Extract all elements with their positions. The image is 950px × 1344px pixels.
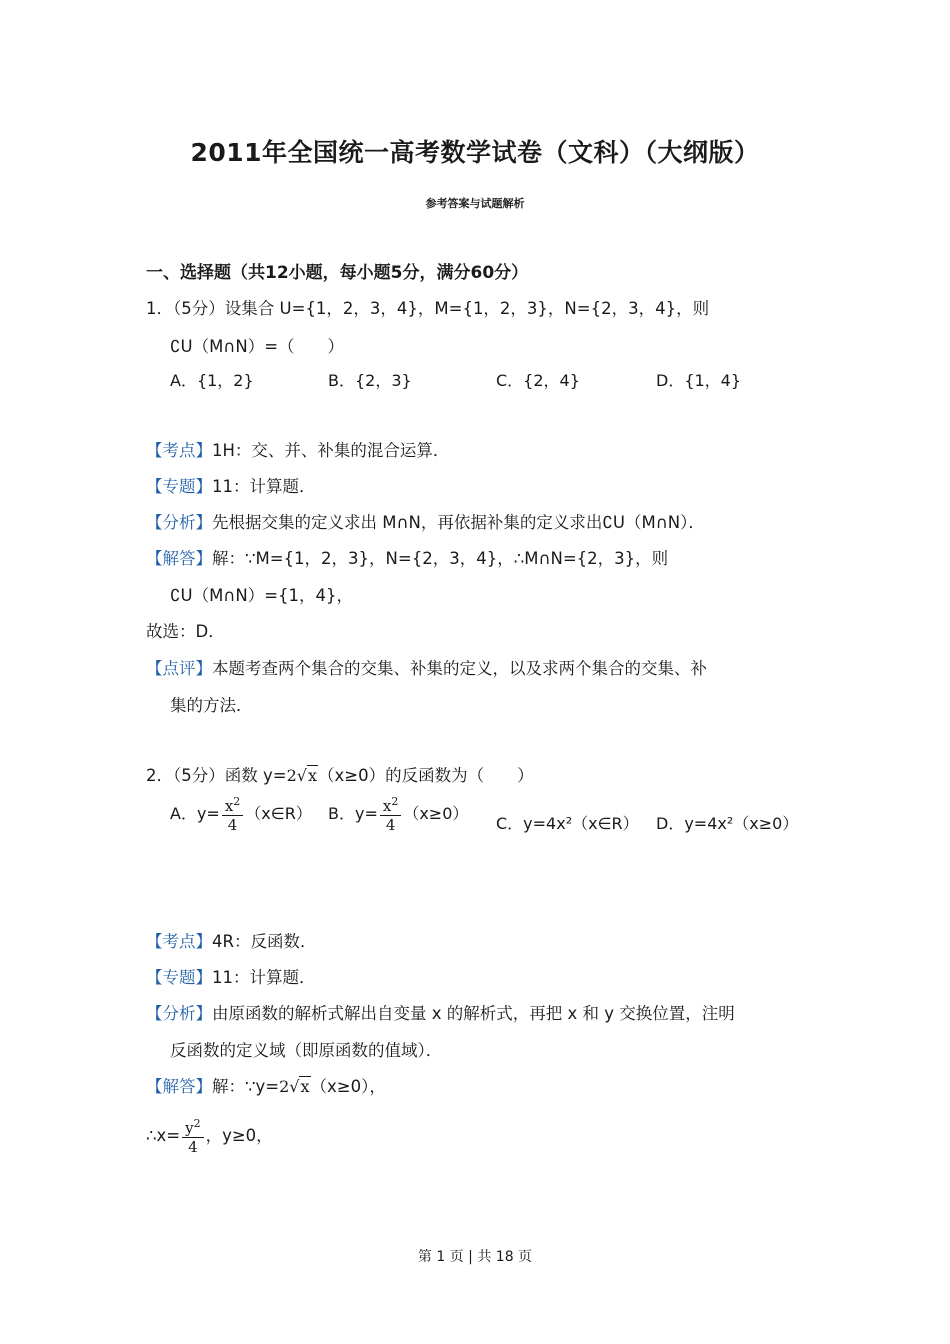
q2-zhuanti: [146, 964, 316, 988]
q2-option-b-num: x: [382, 797, 392, 815]
q2-derivation-post: ，y≥0，: [205, 1126, 273, 1145]
q2-option-b: [328, 796, 468, 833]
q2-option-a-num: x: [224, 797, 234, 815]
q2-stem-post: （x≥0）的反函数为（ ）: [318, 766, 534, 785]
q1-dianping-line2: 集的方法．: [170, 696, 253, 715]
q2-option-a-pre: A．y=: [170, 804, 220, 823]
q1-fenxi-text: 先根据交集的定义求出 M∩N，再依据补集的定义求出∁U（M∩N）．: [212, 513, 705, 532]
q1-jieda-tag: 【解答】: [146, 549, 212, 568]
document-title: 2011年全国统一高考数学试卷（文科）（大纲版）: [190, 138, 760, 167]
q1-kaodian: [146, 437, 449, 461]
q2-jieda-sqrt: 2√x: [279, 1077, 310, 1096]
q2-option-b-fraction: [380, 796, 401, 833]
q2-jieda: [146, 1073, 386, 1097]
q1-dianping-tag: 【点评】: [146, 659, 212, 678]
q2-stem-pre: 2．（5分）函数 y=: [146, 766, 287, 785]
q1-dianping-line1: 本题考查两个集合的交集、补集的定义，以及求两个集合的交集、补: [212, 659, 707, 678]
document-subtitle: 参考答案与试题解析: [425, 197, 525, 210]
q2-fenxi: [146, 1000, 735, 1024]
q2-jieda-sqrt-coef: 2: [279, 1077, 290, 1096]
q2-option-a-exp: 2: [233, 795, 241, 808]
q1-kaodian-tag: 【考点】: [146, 441, 212, 460]
q2-option-c: C．y=4x²（x∈R）: [496, 814, 639, 833]
q2-derivation-den: 4: [188, 1138, 198, 1156]
q1-stem-line2: ∁U（M∩N）=（ ）: [170, 337, 345, 356]
q1-guxuan: 故选：D．: [146, 622, 225, 641]
q1-stem-line1: 1．（5分）设集合 U={1，2，3，4}，M={1，2，3}，N={2，3，4}，则: [146, 299, 710, 318]
q2-jieda-pre: 解：∵y=: [212, 1077, 280, 1096]
q2-option-b-pre: B．y=: [328, 804, 378, 823]
q1-option-b: B．{2，3}: [328, 371, 412, 390]
q1-option-a: A．{1，2}: [170, 371, 254, 390]
q2-jieda-tag: 【解答】: [146, 1077, 212, 1096]
q1-jieda: [146, 545, 668, 569]
q2-derivation-num: y: [185, 1119, 194, 1137]
q2-fenxi-line1: 由原函数的解析式解出自变量 x 的解析式，再把 x 和 y 交换位置，注明: [212, 1004, 735, 1023]
q2-zhuanti-tag: 【专题】: [146, 968, 212, 987]
page-footer: 第 1 页 | 共 18 页: [417, 1249, 533, 1265]
q2-option-a-post: （x∈R）: [245, 804, 312, 823]
q2-derivation: [146, 1118, 273, 1155]
q1-option-d: D．{1，4}: [656, 371, 742, 390]
q2-sqrt-radicand: x: [307, 766, 318, 785]
q2-option-b-den: 4: [385, 816, 396, 834]
q2-kaodian: [146, 928, 316, 952]
q2-derivation-exp: 2: [193, 1117, 201, 1130]
section-heading: 一、选择题（共12小题，每小题5分，满分60分）: [146, 263, 529, 283]
q1-jieda-line1: 解：∵M={1，2，3}，N={2，3，4}，∴M∩N={2，3}，则: [212, 549, 669, 568]
q2-derivation-fraction: [182, 1118, 203, 1155]
q2-option-a-fraction: [222, 796, 243, 833]
q2-fenxi-line2: 反函数的定义域（即原函数的值域）．: [170, 1041, 443, 1060]
q2-kaodian-tag: 【考点】: [146, 932, 212, 951]
q1-dianping: [146, 655, 707, 679]
q2-option-b-post: （x≥0）: [403, 804, 469, 823]
q1-zhuanti-tag: 【专题】: [146, 477, 212, 496]
q2-derivation-pre: ∴x=: [146, 1126, 181, 1145]
q2-option-a-den: 4: [227, 816, 238, 834]
q2-fenxi-tag: 【分析】: [146, 1004, 212, 1023]
q2-option-a: [170, 796, 312, 833]
q2-sqrt-expression: 2√x: [286, 766, 318, 785]
q1-jieda-line2: ∁U（M∩N）={1，4}，: [170, 586, 354, 605]
q2-option-b-exp: 2: [391, 795, 399, 808]
q2-jieda-sqrt-radicand: x: [300, 1077, 310, 1096]
q2-zhuanti-text: 11：计算题．: [212, 968, 316, 987]
q2-option-d: D．y=4x²（x≥0）: [656, 814, 799, 833]
q1-fenxi: [146, 509, 705, 533]
q1-zhuanti: [146, 473, 316, 497]
q1-kaodian-text: 1H：交、并、补集的混合运算．: [212, 441, 450, 460]
q1-zhuanti-text: 11：计算题．: [212, 477, 316, 496]
q2-jieda-post: （x≥0），: [310, 1077, 386, 1096]
q2-stem: [146, 762, 534, 786]
q2-sqrt-coef: 2: [286, 766, 297, 785]
q1-option-c: C．{2，4}: [496, 371, 580, 390]
q1-fenxi-tag: 【分析】: [146, 513, 212, 532]
q2-kaodian-text: 4R：反函数．: [212, 932, 317, 951]
